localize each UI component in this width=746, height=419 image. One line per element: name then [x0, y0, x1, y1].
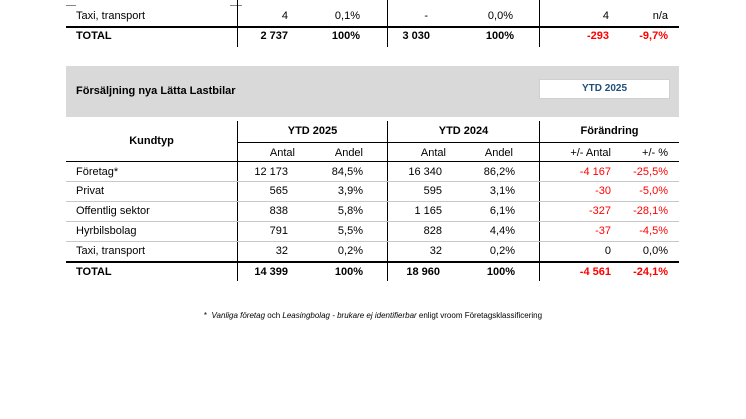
cell-pct: n/a	[652, 10, 668, 22]
cell-andel-2025: 0,1%	[334, 10, 360, 22]
sub-diff: +/- Antal	[570, 147, 611, 159]
header-rule	[237, 142, 679, 143]
cell-andel-2024: 3,1%	[489, 185, 515, 197]
total-rule	[66, 261, 679, 263]
total-diff: -4 561	[579, 266, 611, 278]
row-divider	[66, 241, 679, 242]
cell-antal-2024: 595	[423, 185, 442, 197]
change-header: Förändring	[580, 125, 639, 137]
footnote-marker: *	[203, 311, 208, 320]
total-label: TOTAL	[76, 266, 112, 278]
row-label: Företag*	[76, 166, 119, 178]
kundtyp-header: Kundtyp	[129, 135, 174, 147]
column-divider	[387, 0, 388, 47]
row-divider	[66, 5, 76, 6]
total-andel-2025: 100%	[334, 266, 363, 278]
cell-andel-2024: 86,2%	[483, 166, 515, 178]
footnote	[0, 310, 746, 322]
cell-diff: -30	[595, 185, 611, 197]
cell-andel-2025: 5,8%	[337, 205, 363, 217]
total-pct: -9,7%	[639, 30, 668, 42]
total-andel-2024: 100%	[486, 266, 515, 278]
footnote-term-companies: Vanliga företag	[211, 311, 266, 320]
cell-pct: -5,0%	[639, 185, 668, 197]
cell-antal-2024: 828	[423, 225, 442, 237]
cell-pct: 0,0%	[642, 245, 668, 257]
footnote-tail: enligt vroom Företagsklassificering	[416, 311, 543, 320]
cell-antal-2024: 16 340	[408, 166, 442, 178]
footnote-term-leasing: Leasingbolag - brukare ej identifierbar	[282, 311, 417, 320]
cell-andel-2024: 6,1%	[489, 205, 515, 217]
row-label: Taxi, transport	[76, 245, 146, 257]
cell-diff: -37	[595, 225, 611, 237]
cell-pct: -4,5%	[639, 225, 668, 237]
cell-antal-2025: 565	[269, 185, 288, 197]
cell-antal-2024: -	[424, 10, 428, 22]
cell-diff: -4 167	[579, 166, 611, 178]
total-antal-2025: 2 737	[260, 30, 288, 42]
total-andel-2025: 100%	[331, 30, 360, 42]
header-bottom-rule	[66, 161, 679, 162]
total-antal-2025: 14 399	[254, 266, 288, 278]
total-andel-2024: 100%	[485, 30, 514, 42]
cell-andel-2024: 0,2%	[489, 245, 515, 257]
sub-pct: +/- %	[642, 147, 668, 159]
cell-diff: 4	[602, 10, 609, 22]
cell-diff: 0	[604, 245, 611, 257]
total-antal-2024: 18 960	[406, 266, 440, 278]
row-divider	[230, 5, 242, 6]
cell-antal-2024: 32	[429, 245, 442, 257]
cell-diff: -327	[588, 205, 611, 217]
total-antal-2024: 3 030	[402, 30, 430, 42]
row-label: Taxi, transport	[76, 10, 146, 22]
sub-andel-2025: Andel	[334, 147, 363, 159]
total-pct: -24,1%	[633, 266, 668, 278]
cell-andel-2025: 5,5%	[337, 225, 363, 237]
sub-antal-2025: Antal	[269, 147, 295, 159]
cell-antal-2024: 1 165	[414, 205, 442, 217]
cell-antal-2025: 4	[281, 10, 288, 22]
cell-antal-2025: 12 173	[254, 166, 288, 178]
period-badge-label: YTD 2025	[581, 83, 628, 94]
cell-antal-2025: 791	[269, 225, 288, 237]
row-label: Hyrbilsbolag	[76, 225, 137, 237]
row-divider	[66, 181, 679, 182]
total-diff: -293	[586, 30, 609, 42]
section-title: Försäljning nya Lätta Lastbilar	[76, 85, 236, 97]
cell-antal-2025: 32	[275, 245, 288, 257]
sub-andel-2024: Andel	[484, 147, 513, 159]
cell-andel-2025: 0,2%	[337, 245, 363, 257]
cell-antal-2025: 838	[269, 205, 288, 217]
cell-andel-2025: 3,9%	[337, 185, 363, 197]
footnote-connector: och	[265, 311, 283, 320]
sub-antal-2024: Antal	[420, 147, 446, 159]
cell-andel-2024: 0,0%	[487, 10, 513, 22]
period-badge	[539, 79, 670, 99]
cell-andel-2025: 84,5%	[331, 166, 363, 178]
ytd2024-header: YTD 2024	[438, 125, 489, 137]
ytd2025-header: YTD 2025	[287, 125, 338, 137]
cell-andel-2024: 4,4%	[489, 225, 515, 237]
column-divider	[237, 0, 238, 47]
row-label: Offentlig sektor	[76, 205, 150, 217]
row-divider	[66, 221, 679, 222]
row-label: Privat	[76, 185, 105, 197]
total-label: TOTAL	[76, 30, 112, 42]
column-divider	[539, 0, 540, 47]
row-divider	[66, 201, 679, 202]
cell-pct: -28,1%	[633, 205, 668, 217]
cell-pct: -25,5%	[633, 166, 668, 178]
total-rule	[66, 26, 679, 28]
